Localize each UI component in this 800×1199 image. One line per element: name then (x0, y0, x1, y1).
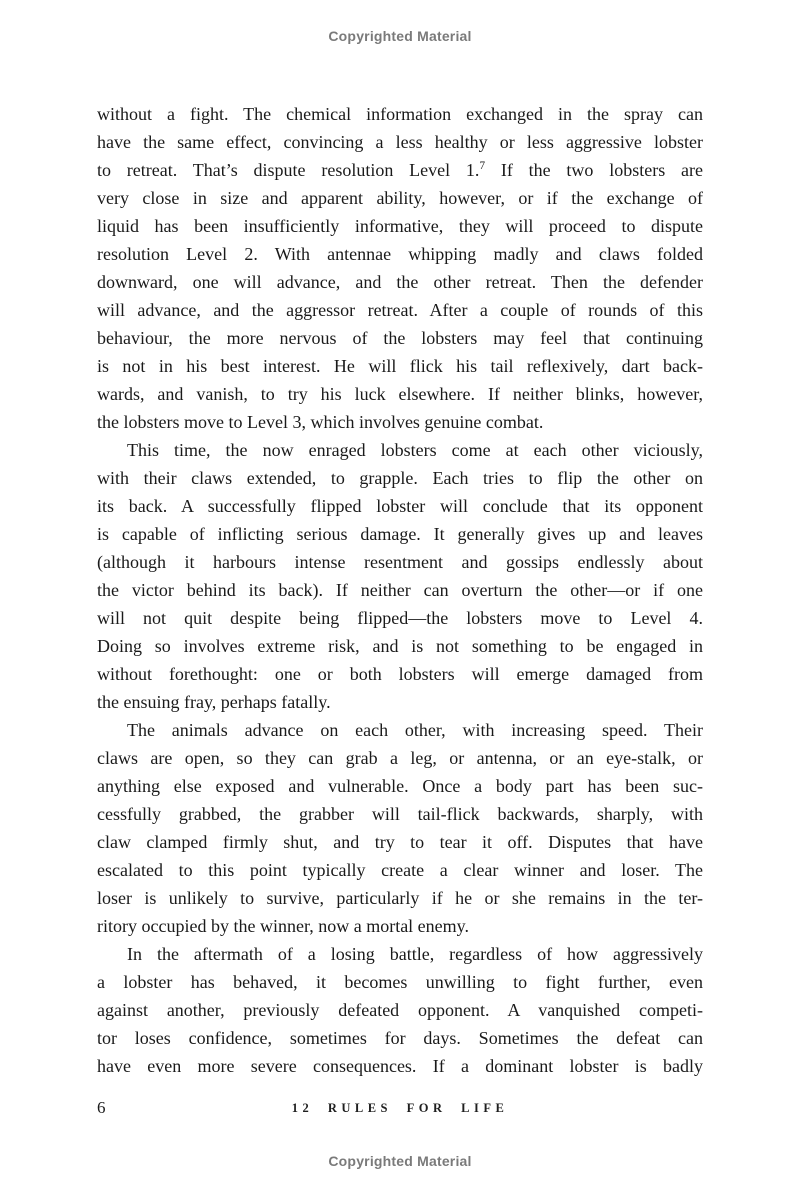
text-line: claw clamped firmly shut, and try to tear it off. Disputes that have (97, 832, 703, 852)
text-line: tor loses confidence, sometimes for days. Sometimes the defeat can (97, 1028, 703, 1048)
text-line: resolution Level 2. With antennae whipping madly and claws folded (97, 244, 703, 264)
text-line: without a fight. The chemical information exchanged in the spray can (97, 104, 703, 124)
text-block (97, 100, 703, 1080)
footnote-marker: 7 (479, 160, 486, 172)
text-line: claws are open, so they can grab a leg, or antenna, or an eye-stalk, or (97, 748, 703, 768)
text-line: liquid has been insufficiently informative, they will proceed to dispute (97, 216, 703, 236)
text-line: In the aftermath of a losing battle, regardless of how aggressively (127, 944, 703, 964)
text-line: cessfully grabbed, the grabber will tail-flick backwards, sharply, with (97, 804, 703, 824)
text-line: is not in his best interest. He will flick his tail reflexively, dart back- (97, 356, 703, 376)
text-line: The animals advance on each other, with increasing speed. Their (127, 720, 703, 740)
copyright-notice-top: Copyrighted Material (328, 28, 472, 44)
text-line: is capable of inflicting serious damage. It generally gives up and leaves (97, 524, 703, 544)
text-line: will not quit despite being flipped—the lobsters move to Level 4. (97, 608, 703, 628)
copyright-notice-bottom: Copyrighted Material (328, 1153, 472, 1169)
text-line: to retreat. That’s dispute resolution Level 1.$^7$ If the two lobsters are (97, 160, 703, 180)
text-line: with their claws extended, to grapple. Each tries to flip the other on (97, 468, 703, 488)
text-line: loser is unlikely to survive, particularly if he or she remains in the ter- (97, 888, 703, 908)
running-title: 12 RULES FOR LIFE (291, 1101, 509, 1115)
text-line: wards, and vanish, to try his luck elsewhere. If neither blinks, however, (97, 384, 703, 404)
text-line: have even more severe consequences. If a dominant lobster is badly (97, 1056, 703, 1076)
text-line: a lobster has behaved, it becomes unwilling to fight further, even (97, 972, 703, 992)
text-line: against another, previously defeated opponent. A vanquished competi- (97, 1000, 703, 1020)
text-line: escalated to this point typically create a clear winner and loser. The (97, 860, 703, 880)
text-line: the lobsters move to Level 3, which involves genuine combat. (97, 412, 544, 432)
text-line: the victor behind its back). If neither can overturn the other—or if one (97, 580, 703, 600)
text-line: the ensuing fray, perhaps fatally. (97, 692, 331, 712)
text-line: ritory occupied by the winner, now a mortal enemy. (97, 916, 469, 936)
text-line: (although it harbours intense resentment and gossips endlessly about (97, 552, 703, 572)
page-footer (0, 1098, 800, 1118)
text-line: very close in size and apparent ability, however, or if the exchange of (97, 188, 703, 208)
text-line: This time, the now enraged lobsters come at each other viciously, (127, 440, 703, 460)
text-line: anything else exposed and vulnerable. Once a body part has been suc- (97, 776, 703, 796)
text-line: have the same effect, convincing a less healthy or less aggressive lobster (97, 132, 703, 152)
text-line: will advance, and the aggressor retreat. After a couple of rounds of this (97, 300, 703, 320)
text-line: its back. A successfully flipped lobster will conclude that its opponent (97, 496, 703, 516)
text-line: Doing so involves extreme risk, and is not something to be engaged in (97, 636, 703, 656)
text-line: downward, one will advance, and the other retreat. Then the defender (97, 272, 703, 292)
text-line: behaviour, the more nervous of the lobsters may feel that continuing (97, 328, 703, 348)
page-number: 6 (97, 1098, 106, 1117)
text-line: without forethought: one or both lobsters will emerge damaged from (97, 664, 703, 684)
